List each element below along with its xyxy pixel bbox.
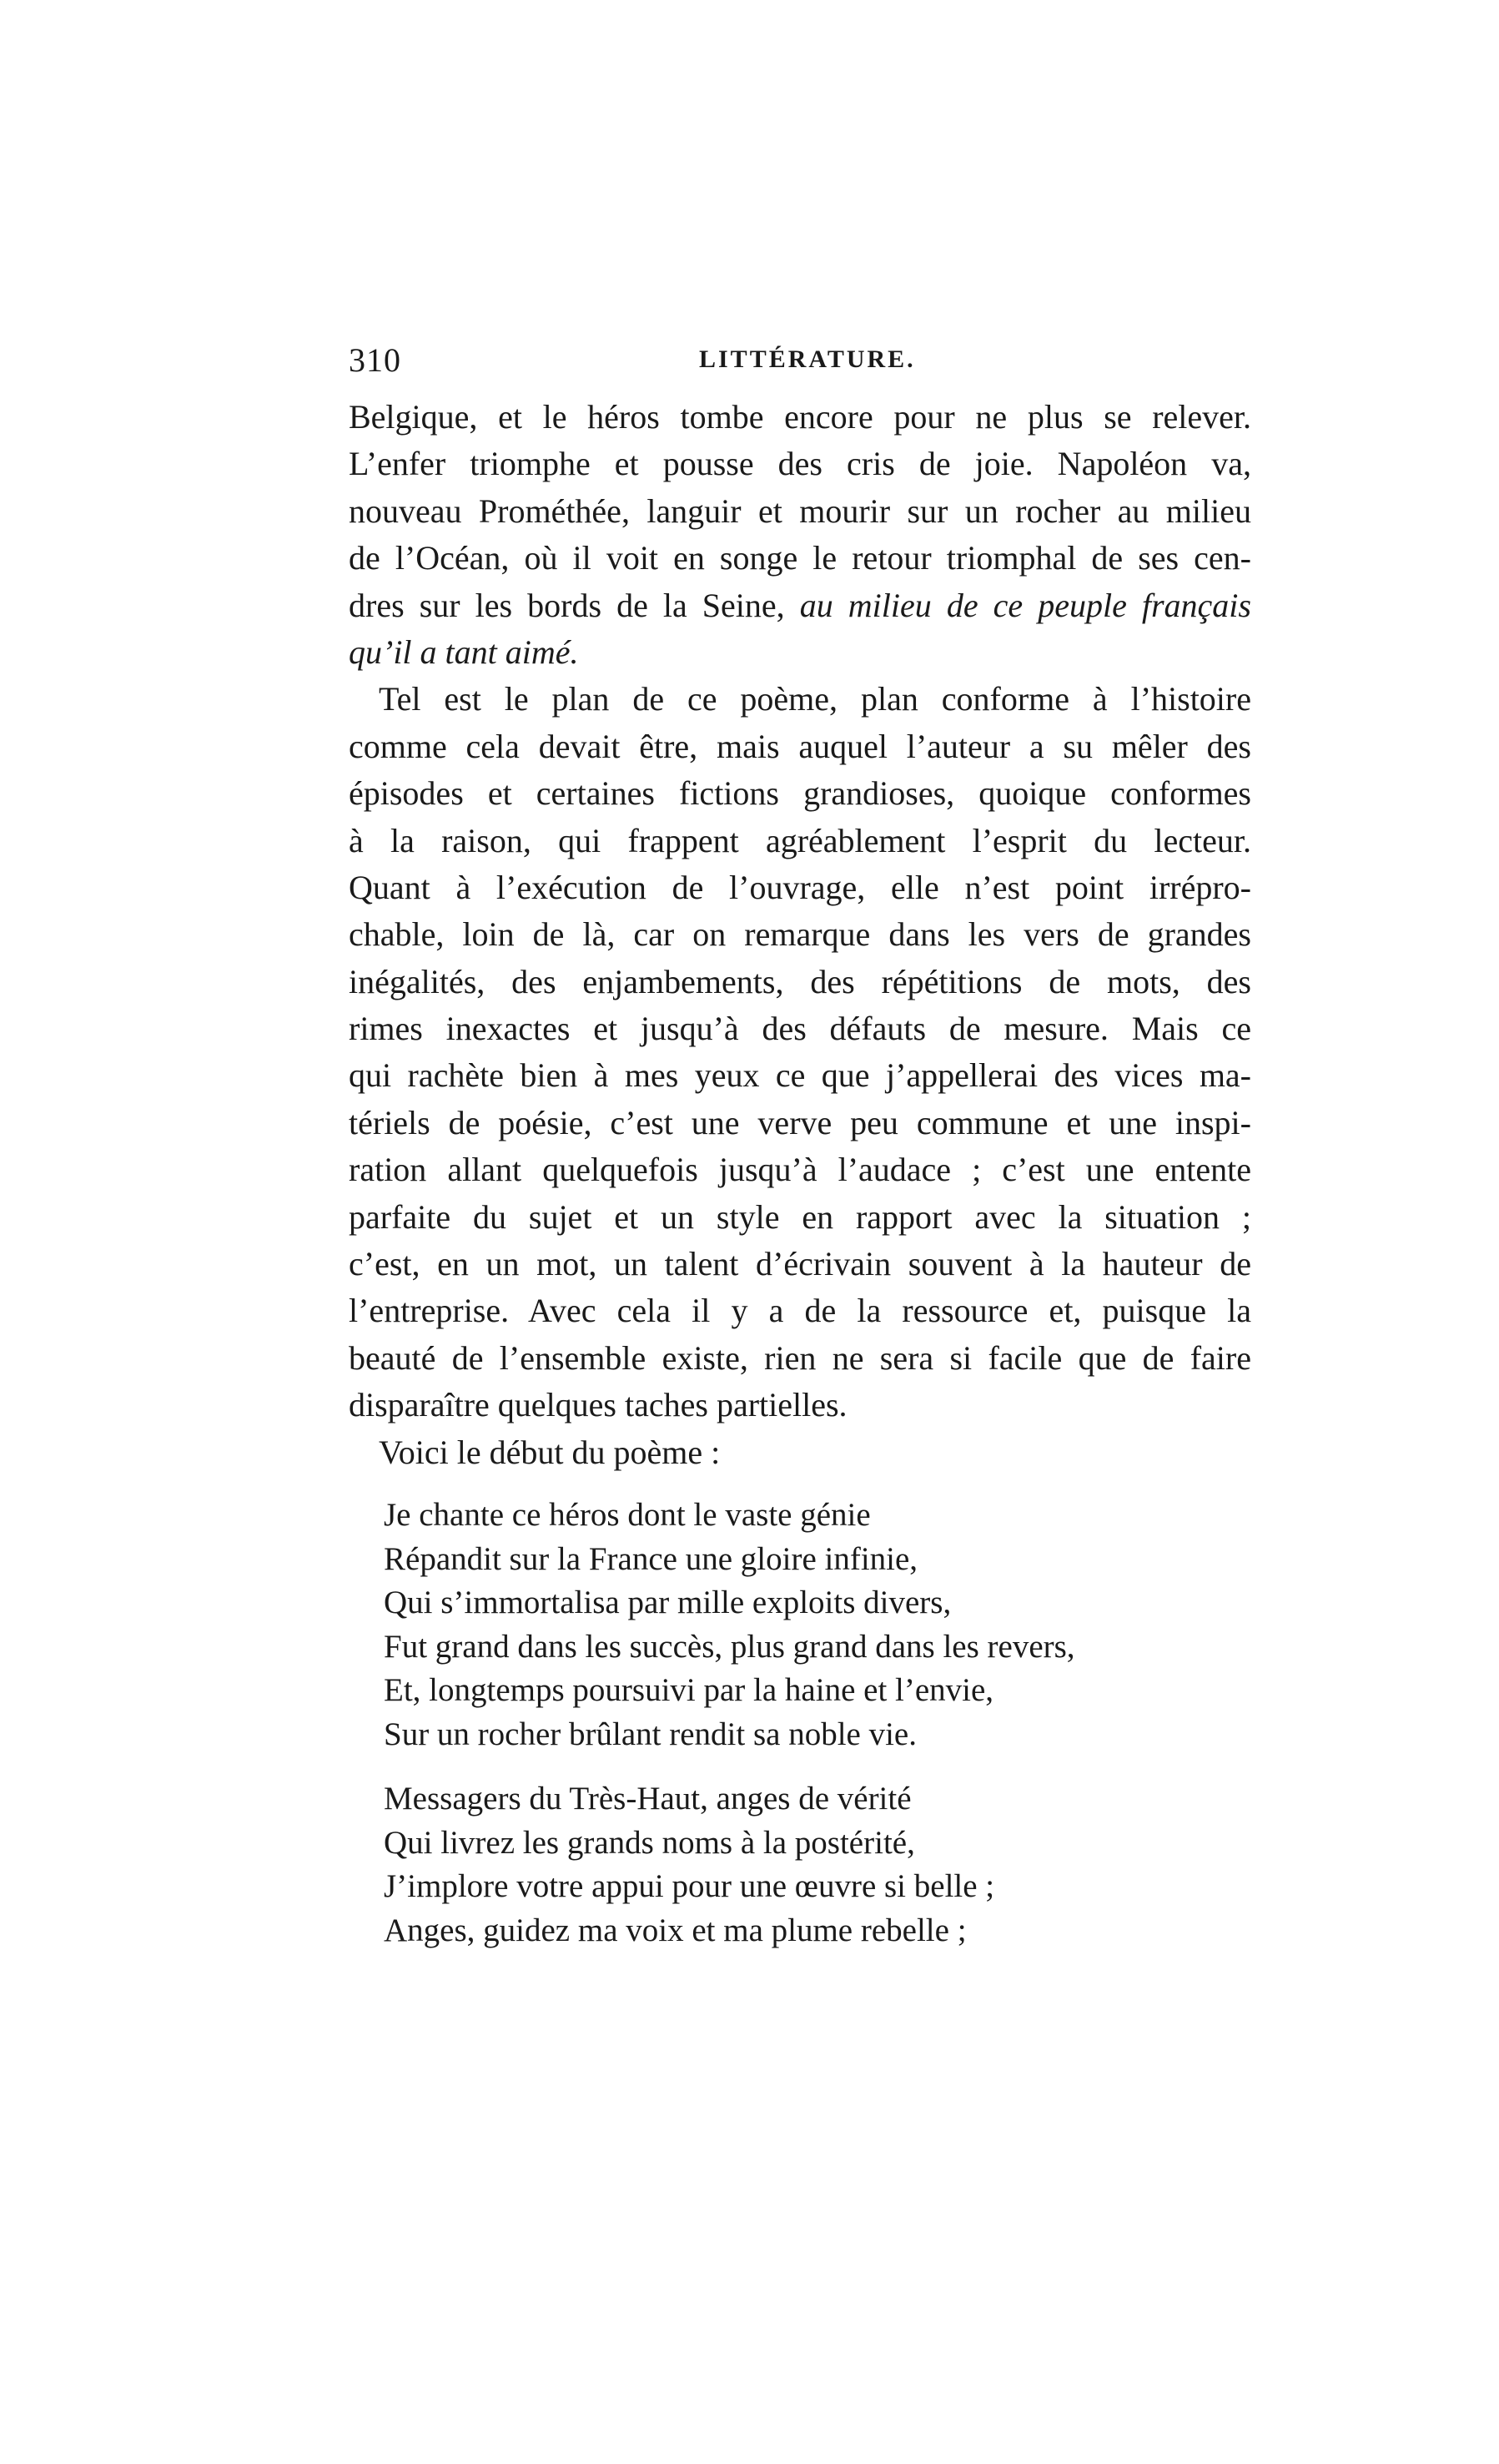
text-line: Quant à l’exécution de l’ouvrage, elle n’est point irrépro- xyxy=(349,868,1251,906)
text-italic: au milieu de ce peuple français xyxy=(799,586,1251,624)
text-line: beauté de l’ensemble existe, rien ne sera si facile que de faire xyxy=(349,1338,1251,1377)
page-header xyxy=(349,340,1266,387)
text-line: épisodes et certaines fictions grandioses, quoique conformes xyxy=(349,774,1251,813)
verse-line: Anges, guidez ma voix et ma plume rebelle ; xyxy=(384,1912,967,1948)
text-line: l’entreprise. Avec cela il y a de la ressource et, puisque la xyxy=(349,1292,1251,1330)
text-line: disparaître quelques taches partielles. xyxy=(349,1386,848,1424)
text-line: Belgique, et le héros tombe encore pour ne plus se relever. xyxy=(349,398,1251,436)
body-text xyxy=(349,394,1251,1476)
text-line: c’est, en un mot, un talent d’écrivain souvent à la hauteur de xyxy=(349,1245,1251,1283)
poem-stanza xyxy=(384,1777,1218,1953)
poem-stanza xyxy=(384,1494,1218,1756)
text-line: chable, loin de là, car on remarque dans les vers de grandes xyxy=(349,915,1251,954)
text-line: parfaite du sujet et un style en rapport avec la situation ; xyxy=(349,1197,1251,1236)
text-line: comme cela devait être, mais auquel l’auteur a su mêler des xyxy=(349,727,1251,765)
text-line: Tel est le plan de ce poème, plan conforme à l’histoire xyxy=(379,680,1251,718)
verse-line: J’implore votre appui pour une œuvre si belle ; xyxy=(384,1868,995,1904)
text-line: L’enfer triomphe et pousse des cris de joie. Napoléon va, xyxy=(349,445,1251,483)
text-line: ration allant quelquefois jusqu’à l’audace ; c’est une entente xyxy=(349,1151,1251,1189)
text-line xyxy=(349,582,1251,629)
verse-line: Répandit sur la France une gloire infinie, xyxy=(384,1540,918,1577)
text-line: de l’Océan, où il voit en songe le retour triomphal de ses cen- xyxy=(349,539,1251,577)
verse-line: Qui livrez les grands noms à la postérité, xyxy=(384,1824,915,1861)
text-line xyxy=(349,629,1251,676)
verse-line: Messagers du Très-Haut, anges de vérité xyxy=(384,1781,912,1817)
verse-line: Sur un rocher brûlant rendit sa noble vie. xyxy=(384,1716,917,1752)
text-roman: dres sur les bords de la Seine, xyxy=(349,586,800,624)
text-line: qui rachète bien à mes yeux ce que j’appellerai des vices ma- xyxy=(349,1056,1251,1095)
text-line: tériels de poésie, c’est une verve peu commune et une inspi- xyxy=(349,1103,1251,1141)
text-line: à la raison, qui frappent agréablement l’esprit du lecteur. xyxy=(349,821,1251,859)
running-head: LITTÉRATURE. xyxy=(699,345,916,373)
text-line: rimes inexactes et jusqu’à des défauts de mesure. Mais ce xyxy=(349,1010,1251,1048)
verse-line: Et, longtemps poursuivi par la haine et l’envie, xyxy=(384,1672,994,1708)
text-line: nouveau Prométhée, languir et mourir sur un rocher au milieu xyxy=(349,491,1251,530)
verse-line: Fut grand dans les succès, plus grand dans les revers, xyxy=(384,1628,1075,1665)
verse-line: Qui s’immortalisa par mille exploits divers, xyxy=(384,1585,952,1620)
text-line: Voici le début du poème : xyxy=(379,1433,721,1471)
page-number: 310 xyxy=(349,341,401,379)
verse-line: Je chante ce héros dont le vaste génie xyxy=(384,1497,871,1533)
text-italic: qu’il a tant aimé. xyxy=(349,632,579,671)
text-line: inégalités, des enjambements, des répétitions de mots, des xyxy=(349,962,1251,1000)
